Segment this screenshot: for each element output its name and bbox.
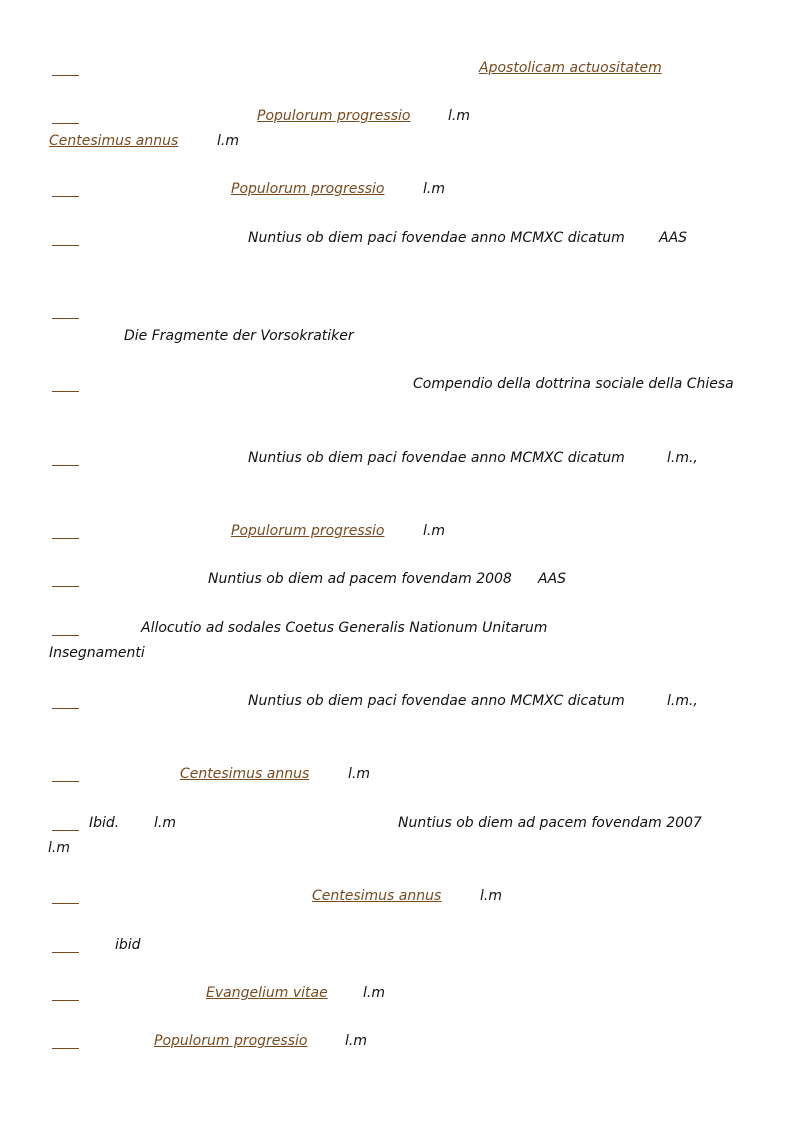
- footnote-marker[interactable]: [52, 635, 79, 636]
- footnote-marker[interactable]: [52, 75, 79, 76]
- footnote-marker[interactable]: [52, 1048, 79, 1049]
- footnote-marker[interactable]: [52, 1000, 79, 1001]
- footnote-title: Insegnamenti: [49, 645, 145, 661]
- footnote-link[interactable]: Populorum progressio: [154, 1033, 308, 1049]
- footnote-link[interactable]: Populorum progressio: [257, 108, 411, 124]
- footnote-link[interactable]: Centesimus annus: [180, 766, 310, 782]
- footnote-marker[interactable]: [52, 196, 79, 197]
- footnote-ref: l.m: [423, 181, 445, 197]
- footnote-title: Nuntius ob diem paci fovendae anno MCMXC dicatum: [248, 230, 625, 246]
- footnote-link[interactable]: Apostolicam actuositatem: [479, 60, 662, 76]
- footnote-title: Nuntius ob diem paci fovendae anno MCMXC dicatum: [248, 450, 625, 466]
- footnote-ref: l.m: [154, 815, 176, 831]
- footnote-marker[interactable]: [52, 781, 79, 782]
- footnote-ibid: ibid: [115, 937, 141, 953]
- footnote-ref: l.m: [363, 985, 385, 1001]
- footnote-ref: l.m: [480, 888, 502, 904]
- footnote-marker[interactable]: [52, 391, 79, 392]
- footnote-link[interactable]: Centesimus annus: [49, 133, 179, 149]
- footnote-ref: AAS: [659, 230, 688, 246]
- footnote-marker[interactable]: [52, 123, 79, 124]
- footnote-link[interactable]: Evangelium vitae: [206, 985, 328, 1001]
- footnote-link[interactable]: Populorum progressio: [231, 181, 385, 197]
- footnote-ref: l.m.,: [667, 450, 698, 466]
- footnote-link[interactable]: Centesimus annus: [312, 888, 442, 904]
- footnote-marker[interactable]: [52, 245, 79, 246]
- footnote-ref: l.m: [48, 840, 70, 856]
- footnote-marker[interactable]: [52, 903, 79, 904]
- footnote-marker[interactable]: [52, 830, 79, 831]
- footnote-marker[interactable]: [52, 465, 79, 466]
- footnote-title: Compendio della dottrina sociale della Chiesa: [413, 376, 734, 392]
- footnote-ref: l.m.,: [667, 693, 698, 709]
- footnote-ref: AAS: [538, 571, 567, 587]
- footnote-title: Allocutio ad sodales Coetus Generalis Nationum Unitarum: [141, 620, 548, 636]
- footnote-ref: l.m: [423, 523, 445, 539]
- footnote-marker[interactable]: [52, 586, 79, 587]
- footnote-marker[interactable]: [52, 318, 79, 319]
- footnote-title: Nuntius ob diem ad pacem fovendam 2008: [208, 571, 512, 587]
- footnote-marker[interactable]: [52, 952, 79, 953]
- footnote-title: Die Fragmente der Vorsokratiker: [124, 328, 354, 344]
- footnote-link[interactable]: Populorum progressio: [231, 523, 385, 539]
- footnote-title: Nuntius ob diem ad pacem fovendam 2007: [398, 815, 702, 831]
- footnote-ref: l.m: [448, 108, 470, 124]
- footnote-ref: l.m: [348, 766, 370, 782]
- footnote-ibid: Ibid.: [89, 815, 120, 831]
- footnote-ref: l.m: [345, 1033, 367, 1049]
- footnote-marker[interactable]: [52, 538, 79, 539]
- footnote-ref: l.m: [217, 133, 239, 149]
- footnote-title: Nuntius ob diem paci fovendae anno MCMXC dicatum: [248, 693, 625, 709]
- footnote-marker[interactable]: [52, 708, 79, 709]
